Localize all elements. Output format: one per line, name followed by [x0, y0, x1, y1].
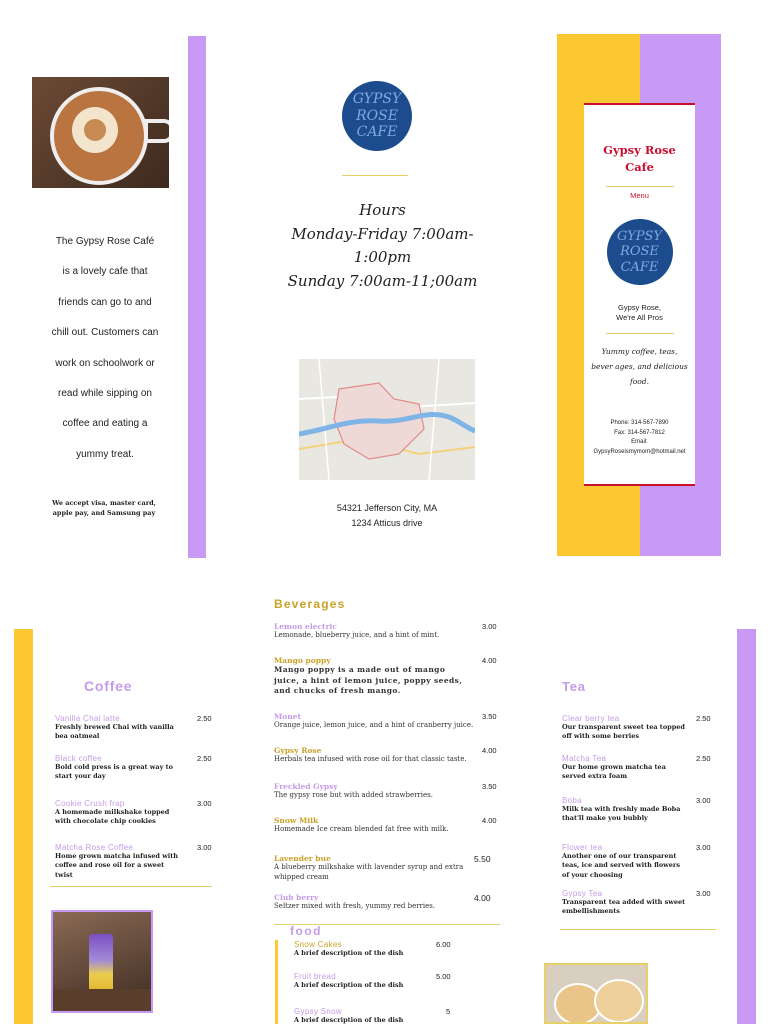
- divider: [606, 186, 674, 187]
- address-line: 54321 Jefferson City, MA: [336, 503, 438, 513]
- beverages-heading: Beverages: [274, 597, 346, 611]
- divider: [560, 929, 716, 930]
- cover-title-line: Cafe: [625, 160, 654, 174]
- item-name: Lavender bue: [274, 854, 331, 863]
- drink-photo: [51, 910, 153, 1013]
- item-desc: Seltzer mixed with fresh, yummy red berries.: [274, 902, 436, 910]
- food-heading: food: [290, 924, 322, 938]
- item-price: 2.50: [197, 754, 212, 763]
- tea-item: [562, 843, 717, 880]
- item-name: Vanilla Chai latte: [55, 714, 120, 723]
- item-price: 2.50: [696, 754, 711, 763]
- item-desc: Lemonade, blueberry juice, and a hint of mint.: [274, 631, 440, 639]
- tea-lavender-stripe: [737, 629, 756, 1024]
- slogan-line: Gypsy Rose,: [618, 303, 661, 312]
- beverage-item: [274, 622, 504, 641]
- item-name: Matcha Rose Coffee: [55, 843, 134, 852]
- cafe-logo: [342, 81, 412, 151]
- food-item: [294, 972, 464, 990]
- item-desc: Our transparent sweet tea topped off with some berries: [562, 723, 685, 741]
- contact-line: GypsyRoseismymom@hotmail.net: [593, 448, 686, 455]
- item-price: 3.50: [482, 712, 497, 721]
- item-name: Lemon electric: [274, 622, 337, 631]
- item-name: Flower tea: [562, 843, 603, 852]
- item-price: 3.00: [696, 889, 711, 898]
- item-desc: A blueberry milkshake with lavender syrup and extra whipped cream: [274, 863, 464, 881]
- contact-line: Phone: 314-567-7890: [610, 420, 669, 426]
- item-desc: A homemade milkshake topped with chocolate chip cookies: [55, 808, 170, 826]
- logo-line: GYPSY: [617, 228, 662, 244]
- item-desc: Homemade Ice cream blended fat free with milk.: [274, 825, 449, 833]
- address-line: 1234 Atticus drive: [351, 517, 423, 528]
- item-price: 2.50: [696, 714, 711, 723]
- coffee-item: [55, 714, 215, 742]
- left-panel-stripe: [188, 36, 206, 558]
- contact-info: [584, 419, 695, 457]
- beverage-item: [274, 712, 504, 731]
- hours-line: 1:00pm: [353, 248, 412, 266]
- item-price: 5: [446, 1007, 451, 1016]
- contact-line: Fax: 314-567-7812: [614, 429, 665, 436]
- item-desc: Mango poppy is a made out of mango juice, a hint of lemon juice, poppy seeds, and chucks of fresh mango.: [274, 665, 463, 695]
- item-name: Club berry: [274, 893, 319, 902]
- payment-note: We accept visa, master card, apple pay, and Samsung pay: [52, 499, 156, 517]
- item-name: Fruit bread: [294, 972, 336, 981]
- beverage-item: [274, 893, 504, 912]
- divider: [342, 175, 408, 176]
- item-desc: Bold cold press is a great way to start your day: [55, 763, 173, 781]
- logo-line: ROSE: [620, 244, 659, 260]
- pancake-photo: [544, 963, 648, 1024]
- about-line: chill out. Customers can: [51, 327, 159, 339]
- divider: [606, 333, 674, 334]
- beverage-item: [274, 656, 504, 697]
- coffee-latte-photo: [32, 77, 169, 188]
- hours-block: [280, 199, 485, 293]
- food-item: [294, 1007, 464, 1025]
- item-desc: A brief description of the dish: [294, 949, 404, 957]
- food-gold-stripe: [275, 940, 278, 1024]
- cover-title: Gypsy Rose: [603, 143, 676, 157]
- item-price: 3.00: [197, 799, 212, 808]
- item-price: 3.50: [482, 782, 497, 791]
- item-name: Monet: [274, 712, 301, 721]
- hours-line: Monday-Friday 7:00am-: [291, 224, 474, 243]
- tagline: Yummy coffee, teas, bever ages, and delicious food.: [591, 347, 688, 386]
- item-name: Gypsy Rose: [274, 746, 322, 755]
- item-desc: Milk tea with freshly made Boba that'll make you bubbly: [562, 805, 681, 823]
- coffee-item: [55, 799, 215, 827]
- beverage-item: [274, 746, 504, 765]
- item-desc: Herbals tea infused with rose oil for that classic taste.: [274, 755, 467, 763]
- address-block: [299, 501, 475, 530]
- item-price: 3.00: [696, 843, 711, 852]
- hours-line: Sunday 7:00am-11;00am: [287, 271, 478, 290]
- item-desc: A brief description of the dish: [294, 981, 404, 989]
- item-name: Snow Milk: [274, 816, 319, 825]
- divider: [50, 886, 212, 887]
- item-desc: Our home grown matcha tea served extra foam: [562, 763, 666, 781]
- logo-line: CAFE: [620, 259, 659, 275]
- logo-line: GYPSY: [352, 90, 402, 107]
- location-map: [299, 359, 475, 480]
- item-desc: Another one of our transparent teas, ice and served with flowers of your choosing: [562, 852, 680, 879]
- item-price: 4.00: [482, 746, 497, 755]
- item-name: Cookie Crush frap: [55, 799, 125, 808]
- item-price: 3.00: [197, 843, 212, 852]
- item-name: Gypsy Tea: [562, 889, 603, 898]
- item-name: Clear berry tea: [562, 714, 620, 723]
- item-price: 6.00: [436, 940, 451, 949]
- beverage-item: [274, 816, 504, 835]
- item-name: Freckled Gypsy: [274, 782, 338, 791]
- menu-label: Menu: [630, 191, 649, 200]
- coffee-heading: Coffee: [84, 678, 133, 694]
- beverage-item: [274, 854, 504, 883]
- coffee-gold-stripe: [14, 629, 33, 1024]
- about-line: coffee and eating a: [62, 418, 148, 430]
- item-price: 2.50: [197, 714, 212, 723]
- item-desc: Orange juice, lemon juice, and a hint of cranberry juice.: [274, 721, 474, 729]
- item-price: 4.00: [482, 656, 497, 665]
- item-name: Mango poppy: [274, 656, 331, 665]
- food-item: [294, 940, 464, 958]
- item-name: Snow Cakes: [294, 940, 342, 949]
- tea-item: [562, 714, 717, 742]
- item-price: 3.00: [482, 622, 497, 631]
- item-price: 4.00: [482, 816, 497, 825]
- coffee-item: [55, 754, 215, 782]
- item-name: Black coffee: [55, 754, 103, 763]
- cover-card: [584, 103, 695, 486]
- hours-title: Hours: [359, 201, 406, 219]
- item-desc: Freshly brewed Chai with vanilla bea oatmeal: [55, 723, 174, 741]
- item-price: 3.00: [696, 796, 711, 805]
- about-line: read while sipping on: [58, 388, 152, 400]
- about-line: friends can go to and: [58, 296, 152, 308]
- tea-item: [562, 796, 717, 824]
- item-desc: Transparent tea added with sweet embellishments: [562, 898, 686, 916]
- about-line: is a lovely cafe that: [62, 266, 148, 278]
- item-price: 5.50: [474, 854, 491, 864]
- item-price: 4.00: [474, 893, 491, 903]
- coffee-item: [55, 843, 215, 880]
- tea-heading: Tea: [562, 679, 586, 694]
- slogan: [584, 303, 695, 323]
- tea-item: [562, 754, 717, 782]
- beverage-item: [274, 782, 504, 801]
- about-text: [30, 227, 180, 470]
- logo-line: CAFE: [356, 124, 398, 141]
- item-desc: A brief description of the dish: [294, 1016, 404, 1024]
- contact-line: Email:: [631, 439, 648, 445]
- item-desc: Home grown matcha infused with coffee and rose oil for a sweet twist: [55, 852, 179, 879]
- cover-logo: [607, 219, 673, 285]
- tea-item: [562, 889, 717, 917]
- item-name: Boba: [562, 796, 582, 805]
- about-line: work on schoolwork or: [55, 357, 155, 369]
- about-line: yummy treat.: [76, 448, 134, 460]
- item-desc: The gypsy rose but with added strawberries.: [274, 791, 433, 799]
- item-name: Gypsy Snow: [294, 1007, 342, 1016]
- item-name: Matcha Tea: [562, 754, 607, 763]
- about-line: The Gypsy Rose Café: [55, 236, 155, 247]
- logo-line: ROSE: [356, 107, 398, 124]
- item-price: 5.00: [436, 972, 451, 981]
- slogan-line: We're All Pros: [616, 313, 663, 322]
